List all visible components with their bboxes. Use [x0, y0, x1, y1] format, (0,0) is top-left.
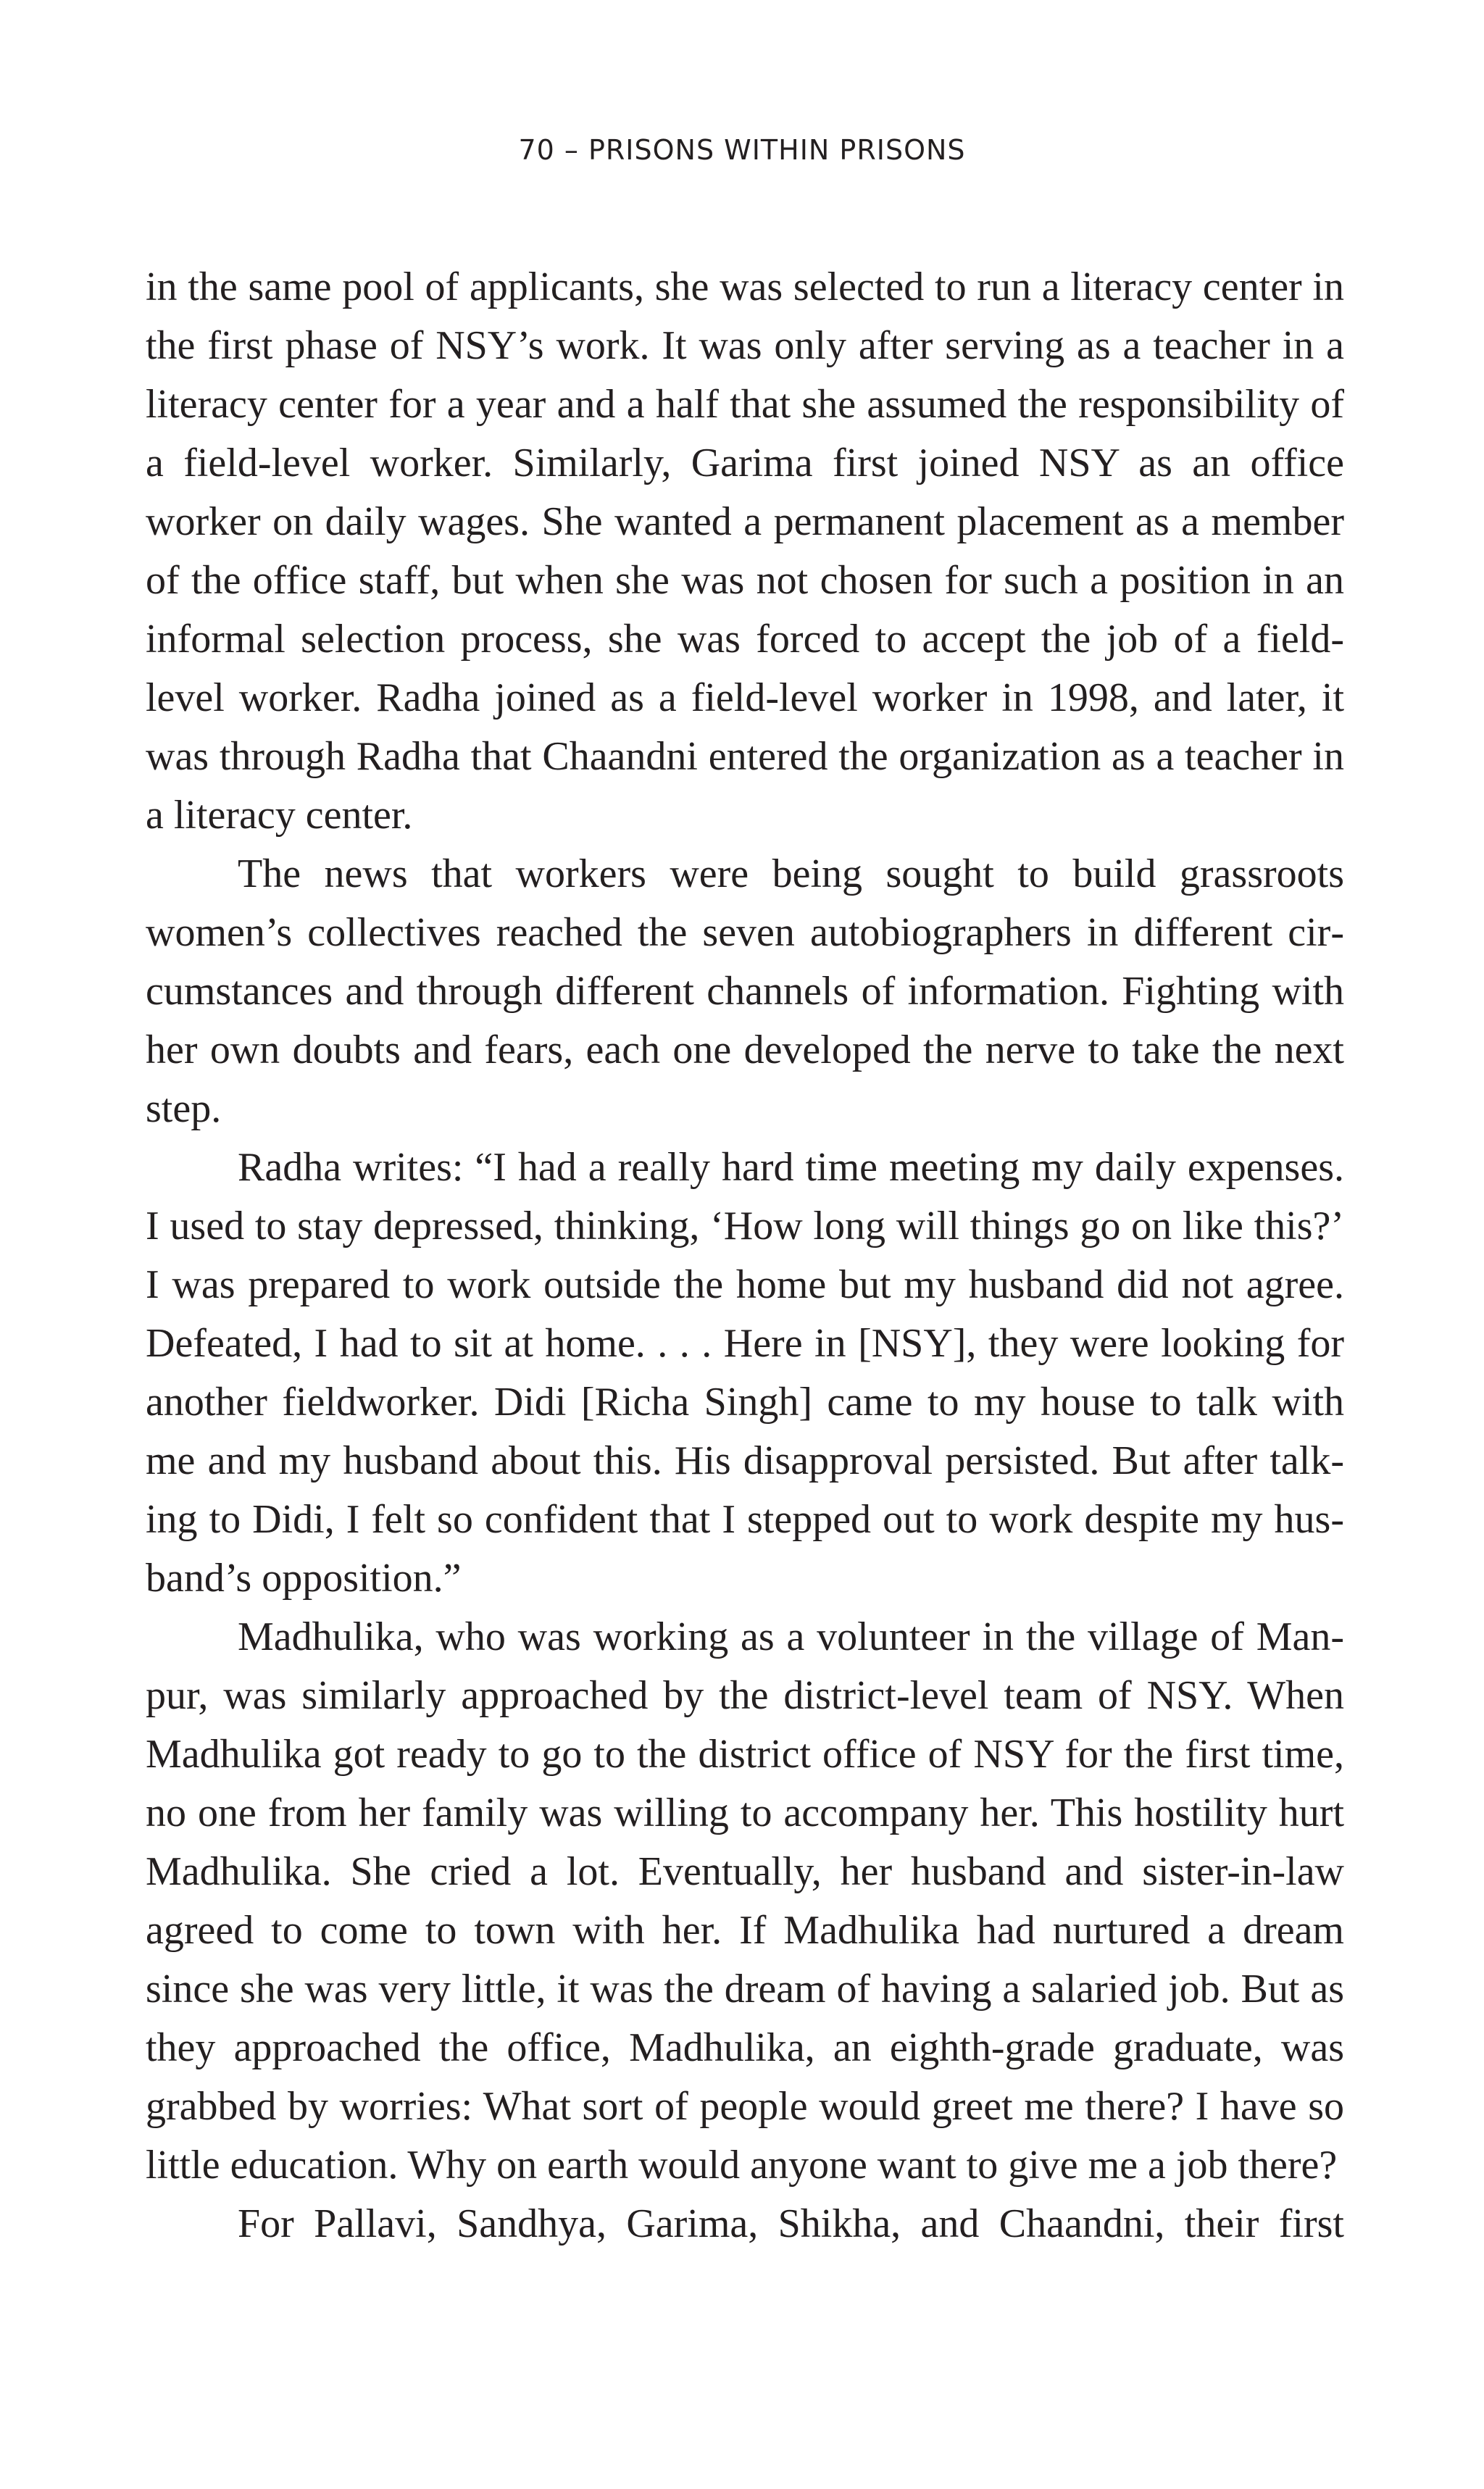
paragraph-continuation: in the same pool of applicants, she was selected to run a literacy center in the first phase of NSY’s work. It was only after serving as a teacher in a literacy center for a year and a half that she assumed the responsibility of a field-level worker. Similarly, Garima first joined NSY as an office worker on daily wages. She wanted a permanent placement as a member of the office staff, but when she was not chosen for such a position in an informal selection process, she was forced to accept the job of a field-level worker. Radha joined as a field-level worker in 1998, and later, it was through Radha that Chaandni entered the organization as a teacher in a literacy center.	[146, 264, 1344, 838]
paragraph-pallavi-start: For Pallavi, Sandhya, Garima, Shikha, and Chaandni, their first	[238, 2201, 1344, 2246]
body-text	[146, 258, 1344, 2254]
paragraph-news-workers: The news that workers were being sought to build grassroots women’s collectives reached the seven autobiographers in different circumstances and through different channels of information. Fighting with her own doubts and fears, each one developed the nerve to take the next step.	[146, 851, 1344, 1131]
paragraph-radha-quote: Radha writes: “I had a really hard time meeting my daily expenses. I used to stay depressed, thinking, ‘How long will things go on like this?’ I was prepared to work outside the home but my husband did not agree. Defeated, I had to sit at home. . . . Here in [NSY], they were looking for another fieldworker. Didi [Richa Singh] came to my house to talk with me and my husband about this. His disapproval persisted. But after talking to Didi, I felt so confident that I stepped out to work despite my husband’s opposition.”	[146, 1145, 1344, 1601]
paragraph-madhulika: Madhulika, who was working as a volunteer in the village of Manpur, was similarly approached by the district-level team of NSY. When Madhulika got ready to go to the district office of NSY for the first time, no one from her family was willing to accompany her. This hostility hurt Madhulika. She cried a lot. Eventually, her husband and sister-in-law agreed to come to town with her. If Madhulika had nurtured a dream since she was very little, it was the dream of having a salaried job. But as they approached the office, Madhulika, an eighth-grade graduate, was grabbed by worries: What sort of people would greet me there? I have so little education. Why on earth would anyone want to give me a job there?	[146, 1614, 1344, 2188]
running-head: 70 – PRISONS WITHIN PRISONS	[518, 134, 966, 166]
